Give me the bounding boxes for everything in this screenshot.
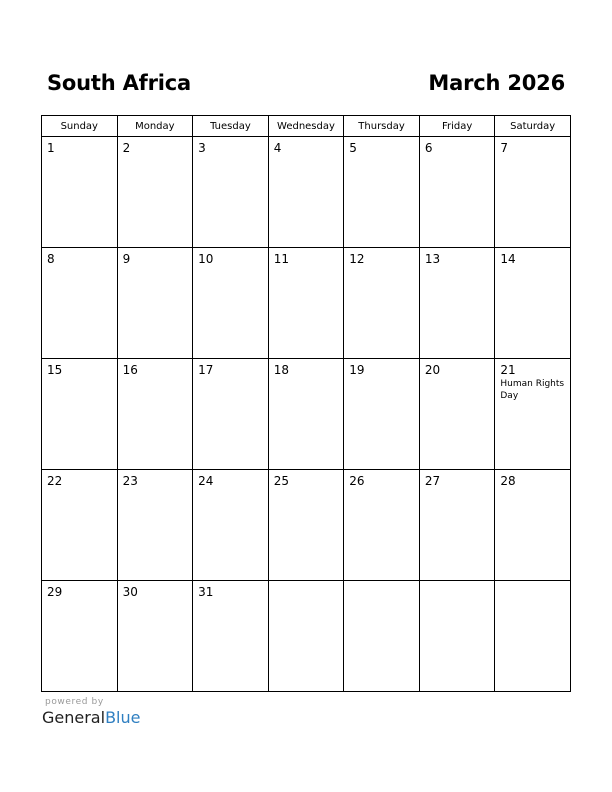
generalblue-logo[interactable] xyxy=(42,708,140,727)
day-number: 13 xyxy=(424,252,441,266)
day-number: 30 xyxy=(122,585,138,599)
day-number: 4 xyxy=(273,141,282,155)
day-cell xyxy=(344,359,420,470)
day-cell-empty xyxy=(344,581,420,692)
day-cell xyxy=(117,359,193,470)
day-number: 26 xyxy=(349,474,365,488)
week-row xyxy=(42,359,571,470)
weekday-tuesday: Tuesday xyxy=(193,116,269,137)
day-cell xyxy=(117,470,193,581)
day-cell xyxy=(193,470,269,581)
day-cell xyxy=(344,470,420,581)
day-cell xyxy=(193,137,269,248)
day-number: 29 xyxy=(47,585,63,599)
brand-general-text: General xyxy=(42,708,106,727)
day-number xyxy=(344,581,419,585)
weekday-thursday: Thursday xyxy=(344,116,420,137)
day-number: 8 xyxy=(47,252,55,266)
day-number: 27 xyxy=(424,474,441,488)
day-cell xyxy=(419,359,495,470)
week-row xyxy=(42,248,571,359)
day-cell xyxy=(42,248,118,359)
week-row xyxy=(42,470,571,581)
weekday-friday: Friday xyxy=(419,116,495,137)
day-cell xyxy=(495,470,571,581)
day-cell xyxy=(268,137,344,248)
day-number: 1 xyxy=(47,141,55,155)
day-number: 9 xyxy=(122,252,131,266)
day-cell-holiday xyxy=(495,359,571,470)
day-number: 20 xyxy=(424,363,441,377)
day-number xyxy=(269,581,344,585)
day-cell xyxy=(268,470,344,581)
day-cell xyxy=(419,470,495,581)
day-number: 25 xyxy=(273,474,289,488)
day-cell xyxy=(495,248,571,359)
day-number: 10 xyxy=(198,252,214,266)
day-cell-empty xyxy=(495,581,571,692)
weekday-header-row xyxy=(42,116,571,137)
month-year-title: March 2026 xyxy=(428,71,565,95)
day-cell-empty xyxy=(268,581,344,692)
day-cell xyxy=(117,581,193,692)
day-cell xyxy=(42,470,118,581)
day-cell xyxy=(495,137,571,248)
day-cell xyxy=(42,137,118,248)
day-number: 17 xyxy=(198,363,214,377)
weekday-sunday: Sunday xyxy=(42,116,118,137)
week-row xyxy=(42,137,571,248)
day-cell xyxy=(268,248,344,359)
weekday-wednesday: Wednesday xyxy=(268,116,344,137)
week-row xyxy=(42,581,571,692)
day-number xyxy=(420,581,495,585)
brand-blue-text: Blue xyxy=(105,708,141,727)
day-number: 16 xyxy=(122,363,138,377)
day-number: 2 xyxy=(122,141,131,155)
day-number: 12 xyxy=(349,252,365,266)
day-number: 18 xyxy=(273,363,289,377)
holiday-label: Human Rights Day xyxy=(500,379,565,401)
day-number: 5 xyxy=(349,141,357,155)
day-number: 24 xyxy=(198,474,214,488)
powered-by-label: powered by xyxy=(45,697,104,707)
day-number: 6 xyxy=(424,141,433,155)
day-cell xyxy=(42,581,118,692)
day-cell xyxy=(419,137,495,248)
day-cell xyxy=(419,248,495,359)
country-title: South Africa xyxy=(47,71,191,95)
day-cell xyxy=(193,248,269,359)
day-cell-empty xyxy=(419,581,495,692)
day-cell xyxy=(117,137,193,248)
day-number: 31 xyxy=(198,585,214,599)
day-cell xyxy=(193,359,269,470)
day-number xyxy=(495,581,570,585)
day-number: 14 xyxy=(500,252,516,266)
day-cell xyxy=(268,359,344,470)
day-number: 21 xyxy=(500,363,516,377)
weekday-monday: Monday xyxy=(117,116,193,137)
day-cell xyxy=(344,248,420,359)
day-number: 15 xyxy=(47,363,63,377)
day-number: 3 xyxy=(198,141,206,155)
day-number: 19 xyxy=(349,363,365,377)
day-cell xyxy=(344,137,420,248)
day-cell xyxy=(193,581,269,692)
day-number: 28 xyxy=(500,474,516,488)
day-number: 11 xyxy=(273,252,289,266)
day-cell xyxy=(117,248,193,359)
weekday-saturday: Saturday xyxy=(495,116,571,137)
day-cell xyxy=(42,359,118,470)
day-number: 23 xyxy=(122,474,138,488)
day-number: 7 xyxy=(500,141,509,155)
day-number: 22 xyxy=(47,474,63,488)
calendar-grid xyxy=(41,115,571,692)
